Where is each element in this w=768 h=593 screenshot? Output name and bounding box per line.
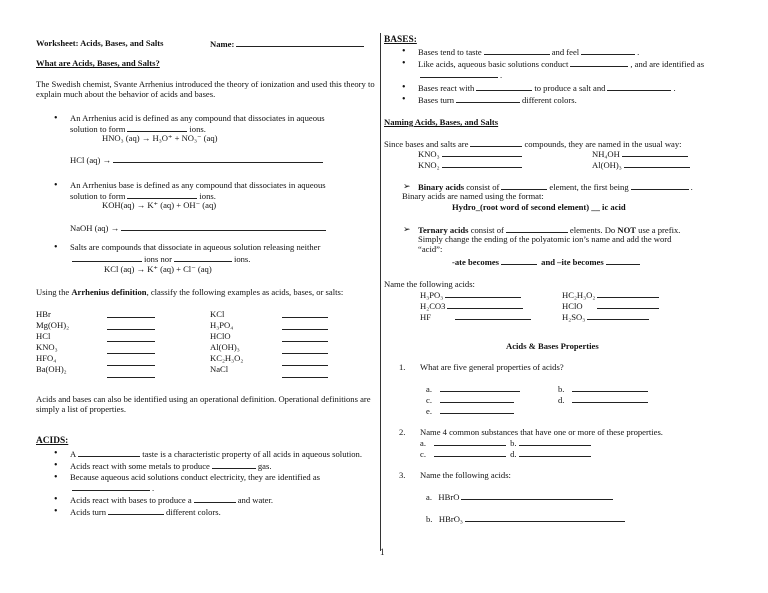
acid-property-3-blank[interactable]: . <box>70 482 154 493</box>
classify-item: Al(OH)₃ <box>210 342 240 352</box>
acid-formula: H₂CO3 <box>420 301 446 311</box>
acid-formula: H₃PO₃ <box>420 290 444 300</box>
classify-item: KNO₃ <box>36 342 58 352</box>
classify-column-2 <box>210 309 243 375</box>
base-property-3: • Bases react with to produce a salt and . <box>418 82 676 93</box>
classify-item: HCl <box>36 331 51 341</box>
binary-acids-rule: ➢ Binary acids consist of element, the first being . <box>418 181 693 192</box>
page-number: 1 <box>380 547 385 557</box>
question-3-number: 3. <box>399 470 406 480</box>
naming-item: KNO₂ <box>418 160 440 170</box>
acid-formula: H₂SO₃ <box>562 312 586 322</box>
question-2-number: 2. <box>399 427 406 437</box>
base-property-2-blank[interactable]: . <box>418 69 502 80</box>
hcl-equation: HCl (aq) → <box>70 154 325 165</box>
acids-heading: ACIDS: <box>36 436 69 446</box>
classify-item: HClO <box>210 331 231 341</box>
acid-formula: HClO <box>562 301 583 311</box>
naming-item: KNO₃ <box>418 149 440 159</box>
classify-item: HBr <box>36 309 51 319</box>
ternary-acids-rule: ➢ Ternary acids consist of elements. Do NOT use a prefix. <box>418 224 680 235</box>
naming-heading: Naming Acids, Bases, and Salts <box>384 117 499 127</box>
naming-item: Al(OH)₃ <box>592 160 622 170</box>
worksheet-title: Worksheet: Acids, Bases, and Salts <box>36 38 164 48</box>
salt-equation: KCl (aq) → K⁺ (aq) + Cl⁻ (aq) <box>104 264 212 274</box>
question-1-answers-left[interactable] <box>426 383 522 416</box>
naming-item: NH₄OH <box>592 149 620 159</box>
classify-item: NaCl <box>210 364 229 374</box>
option-label: c. <box>426 395 432 405</box>
classify-item: KC₂H₃O₂ <box>210 353 244 363</box>
acid-definition-line2: solution to form ions. <box>70 124 206 134</box>
question-3b[interactable]: b. HBrO₃ <box>426 513 627 524</box>
classify-item: Mg(OH)₂ <box>36 320 70 330</box>
section-heading-what: What are Acids, Bases, and Salts? <box>36 58 160 68</box>
binary-acids-format-intro: Binary acids are named using the format: <box>402 191 544 201</box>
acid-formula: HF <box>420 312 431 322</box>
binary-acids-format: Hydro_(root word of second element) __ ic acid <box>452 202 626 212</box>
question-1-number: 1. <box>399 362 406 372</box>
classify-blanks-1[interactable] <box>105 309 157 381</box>
base-property-1: • Bases tend to taste and feel . <box>418 46 639 57</box>
question-3a[interactable]: a. HBrO <box>426 491 615 502</box>
acids-list-left <box>420 289 533 322</box>
acid-formula: HC₂H₃O₂ <box>562 290 596 300</box>
option-label: b. <box>510 438 517 448</box>
naming-intro: Since bases and salts are compounds, they are named in the usual way: <box>384 139 682 149</box>
name-acids-instructions: Name the following acids: <box>384 279 475 289</box>
ternary-acids-line2: Simply change the ending of the polyatomic ion’s name and add the word <box>418 234 672 244</box>
salt-definition: • Salts are compounds that dissociate in aqueous solution releasing neither <box>70 242 320 252</box>
classify-blanks-2[interactable] <box>280 309 330 381</box>
question-1: What are five general properties of acids? <box>420 362 564 372</box>
question-2: Name 4 common substances that have one or more of these properties. <box>420 427 663 437</box>
base-property-2: • Like acids, aqueous basic solutions conduct , and are identified as <box>418 58 704 69</box>
name-label: Name: <box>210 38 366 49</box>
base-property-4: • Bases turn different colors. <box>418 94 577 105</box>
option-label: d. <box>558 395 565 405</box>
classify-item: Ba(OH)₂ <box>36 364 67 374</box>
question-3: Name the following acids: <box>420 470 511 480</box>
classify-item: HFO₄ <box>36 353 57 363</box>
acid-property-1: • A taste is a characteristic property of all acids in aqueous solution. <box>70 448 362 459</box>
classify-column-1 <box>36 309 69 375</box>
naoh-equation: NaOH (aq) → <box>70 222 328 233</box>
ternary-acids-line3: “acid”: <box>418 244 443 254</box>
question-1-answers-right[interactable] <box>558 383 650 405</box>
classify-item: KCl <box>210 309 225 319</box>
naming-examples-left <box>418 148 524 170</box>
acid-equation: HNO₃ (aq) → H₃O⁺ + NO₃⁻ (aq) <box>102 133 218 143</box>
properties-heading: Acids & Bases Properties <box>506 341 599 351</box>
acid-property-4: • Acids react with bases to produce a and water. <box>70 494 273 505</box>
classify-instructions: Using the Arrhenius definition, classify the following examples as acids, bases, or salts: <box>36 287 344 297</box>
column-divider <box>380 33 381 551</box>
classify-item: H₃PO₄ <box>210 320 234 330</box>
option-label: a. <box>420 438 426 448</box>
question-2-answers[interactable] <box>420 437 593 459</box>
naming-examples-right <box>592 148 692 170</box>
acid-property-3: • Because aqueous acid solutions conduct electricity, they are identified as <box>70 472 320 482</box>
option-label: c. <box>420 449 426 459</box>
bases-heading: BASES: <box>384 35 417 45</box>
option-label: a. <box>426 384 432 394</box>
acid-definition: • An Arrhenius acid is defined as any compound that dissociates in aqueous <box>70 113 325 123</box>
option-label: d. <box>510 449 517 459</box>
option-label: e. <box>426 406 432 416</box>
ate-ite-rule: -ate becomes and –ite becomes <box>452 256 642 267</box>
base-definition: • An Arrhenius base is defined as any compound that dissociates in aqueous <box>70 180 326 190</box>
acids-list-right <box>562 289 661 322</box>
acid-property-5: • Acids turn different colors. <box>70 506 221 517</box>
salt-definition-line2: ions nor ions. <box>70 253 250 264</box>
intro-paragraph: The Swedish chemist, Svante Arrhenius introduced the theory of ionization and used this theory to explain much about the behavior of acids and bases. <box>36 79 375 100</box>
option-label: b. <box>558 384 565 394</box>
base-equation: KOH(aq) → K⁺ (aq) + OH⁻ (aq) <box>102 200 217 210</box>
acid-property-2: • Acids react with some metals to produce gas. <box>70 460 271 471</box>
base-definition-line2: solution to form ions. <box>70 191 216 201</box>
operational-paragraph: Acids and bases can also be identified using an operational definition. Operational definitions are simply a list of properties. <box>36 394 371 415</box>
